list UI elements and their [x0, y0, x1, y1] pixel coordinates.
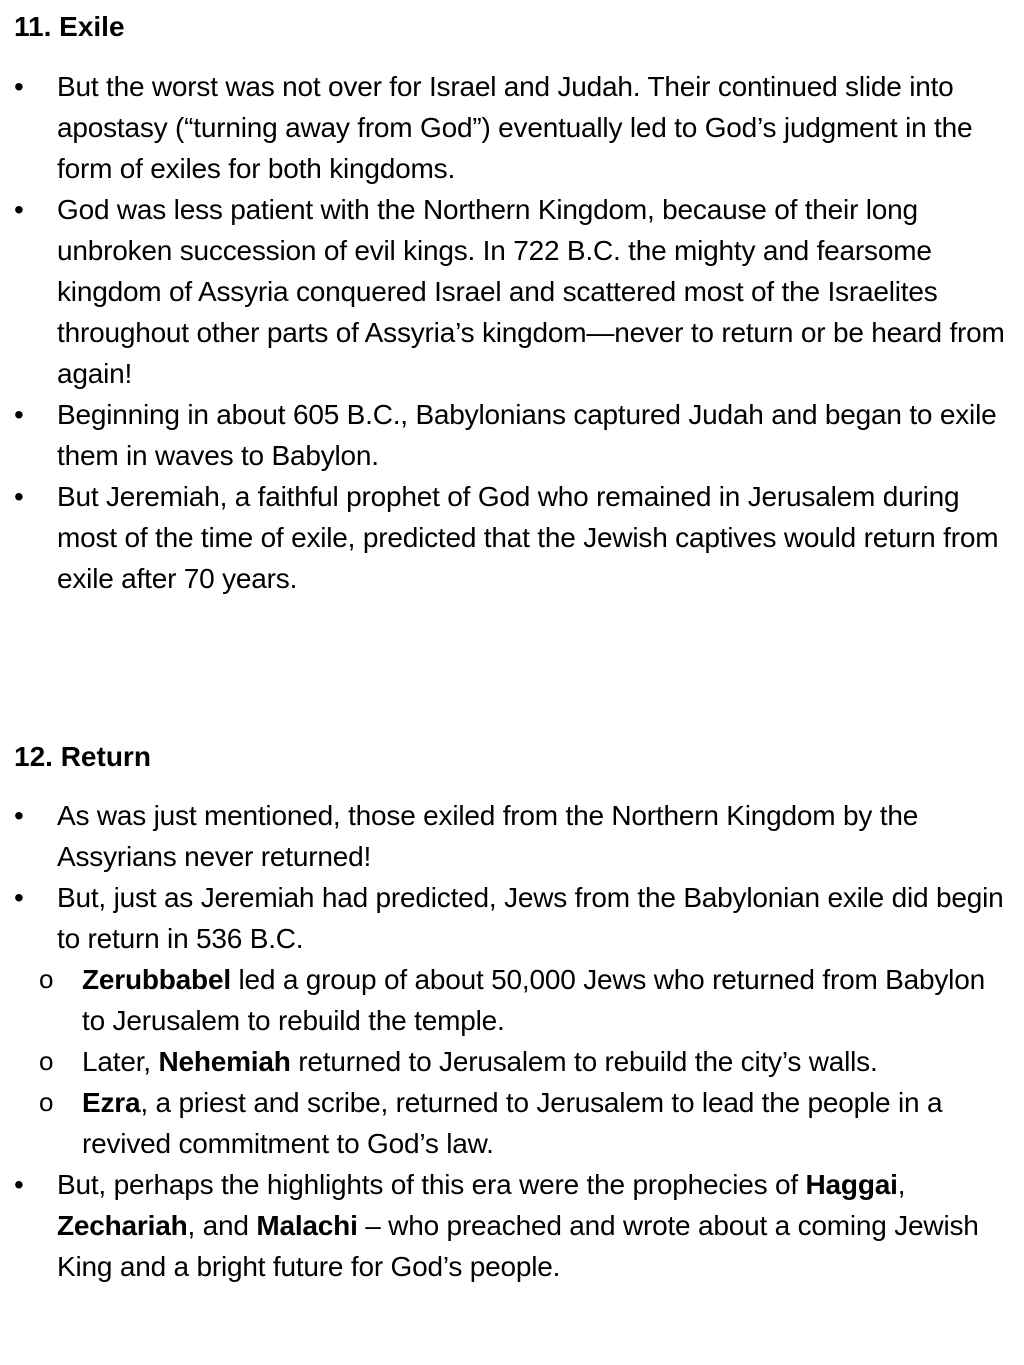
- name-haggai: Haggai: [805, 1169, 898, 1200]
- bullet-list-return: [14, 795, 1014, 959]
- sub-list-item: [0, 959, 1014, 1041]
- bullet-text: But the worst was not over for Israel and Judah. Their continued slide into apostasy (“turning away from God”) eventually led to God’s judgment in the form of exiles for both kingdoms.: [57, 71, 973, 184]
- sub-list-item: [0, 1082, 1014, 1164]
- section-heading-exile: 11. Exile: [14, 11, 125, 42]
- name-ezra: Ezra: [82, 1087, 141, 1118]
- list-item: [14, 1164, 1014, 1287]
- list-item: [14, 476, 1014, 599]
- bullet-icon: •: [14, 1169, 24, 1200]
- bullet-icon: •: [14, 800, 24, 831]
- name-nehemiah: Nehemiah: [158, 1046, 291, 1077]
- bullet-list-return-final: [14, 1164, 1014, 1287]
- sub-list-return: [0, 959, 1014, 1164]
- separator: , and: [187, 1210, 257, 1241]
- bullet-text: As was just mentioned, those exiled from the Northern Kingdom by the Assyrians never returned!: [57, 800, 919, 872]
- bullet-icon: •: [14, 399, 24, 430]
- section-heading-return: 12. Return: [14, 741, 151, 772]
- section-exile: [14, 10, 1014, 599]
- sub-item-text: returned to Jerusalem to rebuild the city’s walls.: [290, 1046, 878, 1077]
- bullet-icon: •: [14, 882, 24, 913]
- list-item: [14, 189, 1014, 394]
- bullet-text: Beginning in about 605 B.C., Babylonians captured Judah and began to exile them in waves to Babylon.: [57, 399, 997, 471]
- bullet-list-exile: [14, 66, 1014, 599]
- name-zechariah: Zechariah: [57, 1210, 188, 1241]
- list-item: [14, 795, 1014, 877]
- section-return: [14, 740, 1014, 1287]
- bullet-icon: •: [14, 481, 24, 512]
- separator: ,: [897, 1169, 906, 1200]
- circle-bullet-icon: o: [39, 1087, 54, 1117]
- bullet-text: – who preached and wrote about a coming Jewish King and a bright future for God’s people.: [57, 1210, 979, 1282]
- bullet-text: God was less patient with the Northern Kingdom, because of their long unbroken succession of evil kings. In 722 B.C. the mighty and fearsome kingdom of Assyria conquered Israel and scattered most of the Israelites throughout other parts of Assyria’s kingdom—never to return or be heard from again!: [57, 194, 1005, 389]
- list-item: [14, 66, 1014, 189]
- bullet-text-before: But, perhaps the highlights of this era were the prophecies of: [57, 1169, 806, 1200]
- name-zerubbabel: Zerubbabel: [82, 964, 231, 995]
- sub-list-item: [0, 1041, 1014, 1082]
- bullet-icon: •: [14, 71, 24, 102]
- name-malachi: Malachi: [256, 1210, 358, 1241]
- sub-item-text-before: Later,: [82, 1046, 159, 1077]
- bullet-icon: •: [14, 194, 24, 225]
- sub-item-text: , a priest and scribe, returned to Jerusalem to lead the people in a revived commitment to God’s law.: [82, 1087, 943, 1159]
- list-item: [14, 394, 1014, 476]
- bullet-text: But Jeremiah, a faithful prophet of God who remained in Jerusalem during most of the time of exile, predicted that the Jewish captives would return from exile after 70 years.: [57, 481, 999, 594]
- circle-bullet-icon: o: [39, 1046, 54, 1076]
- list-item: [14, 877, 1014, 959]
- circle-bullet-icon: o: [39, 964, 54, 994]
- bullet-text: But, just as Jeremiah had predicted, Jews from the Babylonian exile did begin to return in 536 B.C.: [57, 882, 1004, 954]
- sub-item-text: led a group of about 50,000 Jews who returned from Babylon to Jerusalem to rebuild the temple.: [82, 964, 985, 1036]
